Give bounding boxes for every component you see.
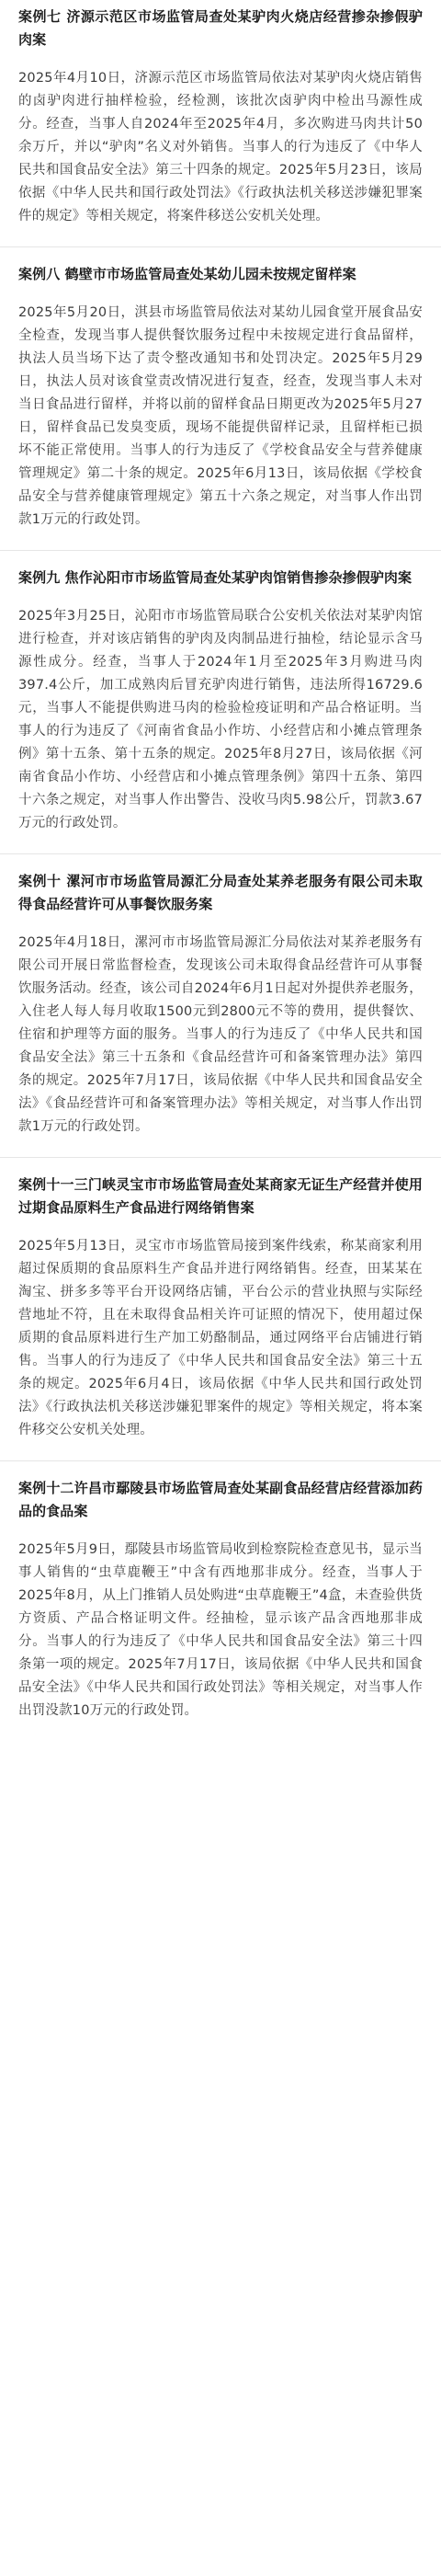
case-title: 案例十一三门峡灵宝市市场监管局查处某商家无证生产经营并使用过期食品原料生产食品进行网络销售案 [18,1176,423,1216]
case-title: 案例八 鹤壁市市场监管局查处某幼儿园未按规定留样案 [18,266,356,282]
case-title: 案例十二许昌市鄢陵县市场监管局查处某副食品经营店经营添加药品的食品案 [18,1480,423,1519]
case-9 [18,567,423,835]
case-body: 2025年5月20日，淇县市场监管局依法对某幼儿园食堂开展食品安全检查，发现当事人提供餐饮服务过程中未按规定进行食品留样，执法人员当场下达了责令整改通知书和处罚决定。2025年5月29日，执法人员对该食堂责改情况进行复查，经查，发现当事人未对当日食品进行留样，并将以前的留样食品日期更改为2025年5月27日，留样食品已发臭变质，现场不能提供留样记录，且留样柜已损坏不能正常使用。当事人的行为违反了《学校食品安全与营养健康管理规定》第二十条的规定。2025年6月13日，该局依据《学校食品安全与营养健康管理规定》第五十六条之规定，对当事人作出罚款1万元的行政处罚。 [18,305,423,527]
case-divider [0,853,441,854]
case-8 [18,263,423,532]
case-body: 2025年3月25日，沁阳市市场监管局联合公安机关依法对某驴肉馆进行检查，并对该店销售的驴肉及肉制品进行抽检，结论显示含马源性成分。经查，当事人于2024年1月至2025年3月购进马肉397.4公斤，加工成熟肉后冒充驴肉进行销售，违法所得16729.6元，当事人不能提供购进马肉的检验检疫证明和产品合格证明。当事人的行为违反了《河南省食品小作坊、小经营店和小摊点管理条例》第十五条、第十五条的规定。2025年8月27日，该局依据《河南省食品小作坊、小经营店和小摊点管理条例》第四十五条、第四十六条之规定，对当事人作出警告、没收马肉5.98公斤，罚款3.67万元的行政处罚。 [18,609,423,830]
case-divider [0,1460,441,1461]
case-title: 案例十 漯河市市场监管局源汇分局查处某养老服务有限公司未取得食品经营许可从事餐饮服务案 [18,873,423,912]
case-12 [18,1477,423,1723]
case-divider [0,550,441,551]
case-title: 案例九 焦作沁阳市市场监管局查处某驴肉馆销售掺杂掺假驴肉案 [18,569,413,586]
case-divider [0,1157,441,1158]
case-body: 2025年5月13日，灵宝市市场监管局接到案件线索，称某商家利用超过保质期的食品原料生产食品并进行网络销售。经查，田某某在淘宝、拼多多等平台开设网络店铺，平台公示的营业执照与实际经营地址不符，且在未取得食品相关许可证照的情况下，使用超过保质期的食品原料进行生产加工奶酪制品，通过网络平台店铺进行销售。当事人的行为违反了《中华人民共和国食品安全法》第三十五条的规定。2025年6月4日，该局依据《中华人民共和国行政处罚法》《行政执法机关移送涉嫌犯罪案件的规定》等相关规定，将本案件移交公安机关处理。 [18,1239,423,1437]
case-7 [18,6,423,228]
case-11 [18,1174,423,1442]
case-divider [0,246,441,247]
case-body: 2025年4月10日，济源示范区市场监管局依法对某驴肉火烧店销售的卤驴肉进行抽样检验，经检测，该批次卤驴肉中检出马源性成分。经查，当事人自2024年至2025年4月，多次购进马肉共计50余万斤，并以“驴肉”名义对外销售。当事人的行为违反了《中华人民共和国食品安全法》第三十四条的规定。2025年5月23日，该局依据《中华人民共和国行政处罚法》《行政执法机关移送涉嫌犯罪案件的规定》等相关规定，将案件移送公安机关处理。 [18,71,423,223]
case-title: 案例七 济源示范区市场监管局查处某驴肉火烧店经营掺杂掺假驴肉案 [18,8,423,48]
case-body: 2025年5月9日，鄢陵县市场监管局收到检察院检查意见书，显示当事人销售的“虫草鹿鞭王”中含有西地那非成分。经查，当事人于2025年8月，从上门推销人员处购进“虫草鹿鞭王”4盒，未查验供货方资质、产品合格证明文件。经抽检，显示该产品含西地那非成分。当事人的行为违反了《中华人民共和国食品安全法》第三十四条第一项的规定。2025年7月17日，该局依据《中华人民共和国食品安全法》《中华人民共和国行政处罚法》等相关规定，对当事人作出罚没款10万元的行政处罚。 [18,1542,423,1718]
case-10 [18,870,423,1139]
case-body: 2025年4月18日，漯河市市场监管局源汇分局依法对某养老服务有限公司开展日常监督检查，发现该公司未取得食品经营许可从事餐饮服务活动。经查，该公司自2024年6月1日起对外提供养老服务，入住老人每人每月收取1500元到2800元不等的费用，提供餐饮、住宿和护理等方面的服务。当事人的行为违反了《中华人民共和国食品安全法》第三十五条和《食品经营许可和备案管理办法》第四条的规定。2025年7月17日，该局依据《中华人民共和国食品安全法》《食品经营许可和备案管理办法》等相关规定，对当事人作出罚款1万元的行政处罚。 [18,935,423,1134]
